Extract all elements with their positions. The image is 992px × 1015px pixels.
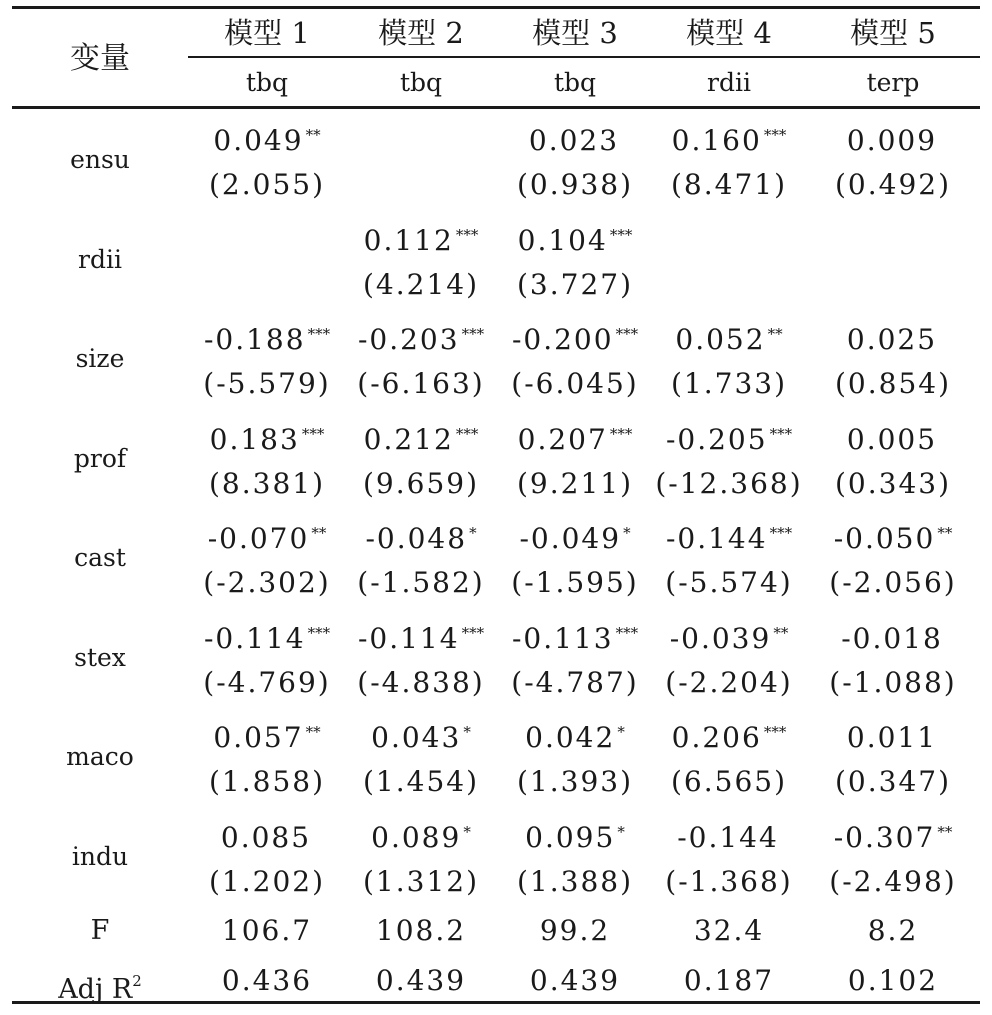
coefficient-value: 0.011 xyxy=(846,721,938,754)
coefficient-value: -0.050 xyxy=(833,522,936,555)
model-header: 模型 3 xyxy=(532,16,618,50)
top-rule xyxy=(12,6,980,9)
t-statistic: (1.388) xyxy=(516,864,633,898)
coefficient-cell xyxy=(498,409,652,459)
significance-stars: *** xyxy=(763,723,787,741)
coefficient-value: -0.307 xyxy=(833,820,936,854)
coefficient-cell xyxy=(190,409,344,459)
coefficient-cell xyxy=(190,807,344,857)
coefficient-value: 0.085 xyxy=(220,820,312,854)
row-label: stex xyxy=(74,642,126,672)
row-label: ensu xyxy=(70,145,130,174)
t-statistic: (8.381) xyxy=(208,466,325,500)
significance-stars: ** xyxy=(937,524,953,542)
significance-stars: *** xyxy=(615,325,639,343)
significance-stars: *** xyxy=(301,424,325,443)
t-statistic: (-6.163) xyxy=(357,367,485,400)
coefficient-value: -0.144 xyxy=(665,522,768,555)
coefficient-value: -0.070 xyxy=(207,522,310,555)
significance-stars: *** xyxy=(609,225,633,244)
row-label: prof xyxy=(73,443,127,473)
t-statistic: (-4.769) xyxy=(203,665,331,699)
coefficient-value: 0.095 xyxy=(525,820,616,854)
t-statistic: (0.854) xyxy=(834,367,951,400)
t-statistic: (-12.368) xyxy=(655,466,803,500)
t-statistic: (1.454) xyxy=(362,765,479,798)
t-statistic: (-2.204) xyxy=(665,665,793,699)
model-header: 模型 1 xyxy=(224,16,310,50)
t-statistic: (1.733) xyxy=(670,367,787,400)
significance-stars: ** xyxy=(937,822,953,841)
t-statistic: (-1.582) xyxy=(357,566,485,599)
significance-stars: ** xyxy=(767,325,783,343)
coefficient-cell xyxy=(190,508,344,558)
t-statistic: (-5.579) xyxy=(203,367,331,400)
t-statistic: (0.492) xyxy=(834,168,951,201)
t-statistic: (4.214) xyxy=(362,267,479,301)
row-label: cast xyxy=(74,543,126,572)
coefficient-cell xyxy=(498,807,652,857)
t-statistic: (9.659) xyxy=(362,466,479,500)
coefficient-cell xyxy=(806,210,980,260)
t-statistic: (-1.368) xyxy=(665,864,793,898)
coefficient-cell xyxy=(344,110,498,160)
coefficient-cell xyxy=(498,110,652,160)
coefficient-cell xyxy=(190,309,344,359)
coefficient-cell xyxy=(652,309,806,359)
coefficient-value: -0.048 xyxy=(365,522,468,555)
coefficient-value: 0.042 xyxy=(525,721,616,754)
coefficient-cell xyxy=(498,508,652,558)
coefficient-cell xyxy=(806,508,980,558)
summary-value: 106.7 xyxy=(221,914,313,947)
coefficient-cell xyxy=(652,807,806,857)
significance-stars: * xyxy=(463,723,471,741)
t-statistic: (1.393) xyxy=(516,765,633,798)
significance-stars: * xyxy=(617,822,625,841)
coefficient-cell xyxy=(806,807,980,857)
coefficient-value: 0.049 xyxy=(213,124,304,157)
coefficient-value: 0.212 xyxy=(363,422,454,456)
significance-stars: *** xyxy=(461,623,485,642)
t-statistic: (3.727) xyxy=(516,267,633,301)
t-statistic: (9.211) xyxy=(516,466,633,500)
header-bottom-rule xyxy=(12,106,980,109)
t-statistic: (0.347) xyxy=(834,765,951,798)
coefficient-cell xyxy=(652,608,806,658)
significance-stars: *** xyxy=(609,424,633,443)
significance-stars: *** xyxy=(763,126,787,144)
t-statistic: (-2.056) xyxy=(829,566,957,599)
coefficient-value: 0.005 xyxy=(846,422,938,456)
summary-label xyxy=(12,956,188,1006)
coefficient-cell xyxy=(190,707,344,757)
summary-label-text: Adj R xyxy=(58,974,133,1005)
coefficient-cell xyxy=(498,210,652,260)
t-statistic xyxy=(806,260,980,310)
coefficient-cell xyxy=(498,309,652,359)
summary-value: 32.4 xyxy=(693,914,765,947)
coefficient-cell xyxy=(652,508,806,558)
row-label: maco xyxy=(66,742,134,771)
summary-value: 0.439 xyxy=(529,964,621,997)
coefficient-cell xyxy=(806,608,980,658)
row-label: size xyxy=(75,344,125,373)
coefficient-cell xyxy=(344,608,498,658)
row-label: rdii xyxy=(78,244,122,274)
header-mid-rule xyxy=(188,56,980,58)
t-statistic: (-1.595) xyxy=(511,566,639,599)
summary-value: 108.2 xyxy=(375,914,467,947)
summary-value: 0.439 xyxy=(375,964,467,997)
coefficient-cell xyxy=(344,409,498,459)
t-statistic: (2.055) xyxy=(208,168,325,201)
coefficient-value: -0.205 xyxy=(665,422,768,456)
coefficient-value: 0.104 xyxy=(517,223,608,257)
t-statistic: (1.858) xyxy=(208,765,325,798)
t-statistic: (8.471) xyxy=(670,168,787,201)
significance-stars: *** xyxy=(769,524,793,542)
t-statistic: (-4.787) xyxy=(511,665,639,699)
coefficient-value: 0.009 xyxy=(846,124,938,157)
coefficient-value: -0.203 xyxy=(357,323,460,356)
model-header: 模型 2 xyxy=(378,16,464,50)
significance-stars: *** xyxy=(769,424,793,443)
coefficient-value: 0.023 xyxy=(528,124,620,157)
dependent-variable: terp xyxy=(866,68,920,97)
significance-stars: *** xyxy=(455,225,479,244)
coefficient-value: 0.183 xyxy=(209,422,300,456)
significance-stars: *** xyxy=(461,325,485,343)
coefficient-cell xyxy=(344,807,498,857)
coefficient-value: -0.113 xyxy=(511,621,614,655)
t-statistic: (-6.045) xyxy=(511,367,639,400)
dependent-variable: tbq xyxy=(245,68,289,97)
summary-label-text: F xyxy=(90,915,110,946)
summary-label xyxy=(12,906,188,956)
t-statistic xyxy=(344,160,498,210)
coefficient-cell xyxy=(190,210,344,260)
coefficient-cell xyxy=(344,210,498,260)
t-statistic: (0.343) xyxy=(834,466,951,500)
significance-stars: * xyxy=(469,524,477,542)
significance-stars: * xyxy=(623,524,631,542)
coefficient-value: -0.114 xyxy=(203,621,306,655)
t-statistic xyxy=(190,260,344,310)
t-statistic: (-4.838) xyxy=(357,665,485,699)
t-statistic: (1.312) xyxy=(362,864,479,898)
t-statistic: (0.938) xyxy=(516,168,633,201)
model-header: 模型 5 xyxy=(850,16,936,50)
coefficient-value: 0.043 xyxy=(371,721,462,754)
t-statistic: (6.565) xyxy=(670,765,787,798)
coefficient-value: 0.207 xyxy=(517,422,608,456)
t-statistic xyxy=(652,260,806,310)
coefficient-value: 0.025 xyxy=(846,323,938,356)
significance-stars: *** xyxy=(307,623,331,642)
significance-stars: ** xyxy=(311,524,327,542)
significance-stars: ** xyxy=(773,623,789,642)
coefficient-cell xyxy=(652,409,806,459)
coefficient-cell xyxy=(806,110,980,160)
t-statistic: (1.202) xyxy=(208,864,325,898)
summary-value: 8.2 xyxy=(867,914,919,947)
coefficient-cell xyxy=(344,508,498,558)
summary-value: 0.102 xyxy=(847,964,939,997)
significance-stars: ** xyxy=(305,723,321,741)
coefficient-value: 0.052 xyxy=(675,323,766,356)
coefficient-value: -0.144 xyxy=(677,820,779,854)
coefficient-cell xyxy=(652,707,806,757)
summary-value: 99.2 xyxy=(539,914,611,947)
coefficient-value: 0.112 xyxy=(363,223,454,257)
summary-value: 0.436 xyxy=(221,964,313,997)
coefficient-cell xyxy=(190,110,344,160)
t-statistic: (-2.302) xyxy=(203,566,331,599)
t-statistic: (-5.574) xyxy=(665,566,793,599)
coefficient-value: -0.200 xyxy=(511,323,614,356)
model-header: 模型 4 xyxy=(686,16,772,50)
coefficient-cell xyxy=(806,309,980,359)
significance-stars: *** xyxy=(615,623,639,642)
dependent-variable: tbq xyxy=(399,68,443,97)
significance-stars: ** xyxy=(305,126,321,144)
coefficient-cell xyxy=(652,110,806,160)
superscript: 2 xyxy=(132,972,142,990)
coefficient-value: -0.114 xyxy=(357,621,460,655)
coefficient-cell xyxy=(344,309,498,359)
significance-stars: *** xyxy=(307,325,331,343)
coefficient-value: 0.057 xyxy=(213,721,304,754)
coefficient-value: 0.160 xyxy=(671,124,762,157)
coefficient-value: -0.188 xyxy=(203,323,306,356)
coefficient-value: -0.049 xyxy=(519,522,622,555)
coefficient-value: 0.089 xyxy=(371,820,462,854)
coefficient-value: 0.206 xyxy=(671,721,762,754)
coefficient-cell xyxy=(344,707,498,757)
coefficient-value: -0.018 xyxy=(841,621,943,655)
variable-header: 变量 xyxy=(70,41,130,76)
summary-value: 0.187 xyxy=(683,964,775,997)
t-statistic: (-1.088) xyxy=(829,665,957,699)
significance-stars: * xyxy=(463,822,471,841)
coefficient-cell xyxy=(652,210,806,260)
coefficient-cell xyxy=(806,707,980,757)
t-statistic: (-2.498) xyxy=(829,864,957,898)
coefficient-value: -0.039 xyxy=(669,621,772,655)
row-label: indu xyxy=(71,841,129,871)
coefficient-cell xyxy=(498,707,652,757)
significance-stars: *** xyxy=(455,424,479,443)
dependent-variable: rdii xyxy=(707,68,751,97)
significance-stars: * xyxy=(617,723,625,741)
coefficient-cell xyxy=(806,409,980,459)
coefficient-cell xyxy=(498,608,652,658)
coefficient-cell xyxy=(190,608,344,658)
dependent-variable: tbq xyxy=(553,68,597,97)
